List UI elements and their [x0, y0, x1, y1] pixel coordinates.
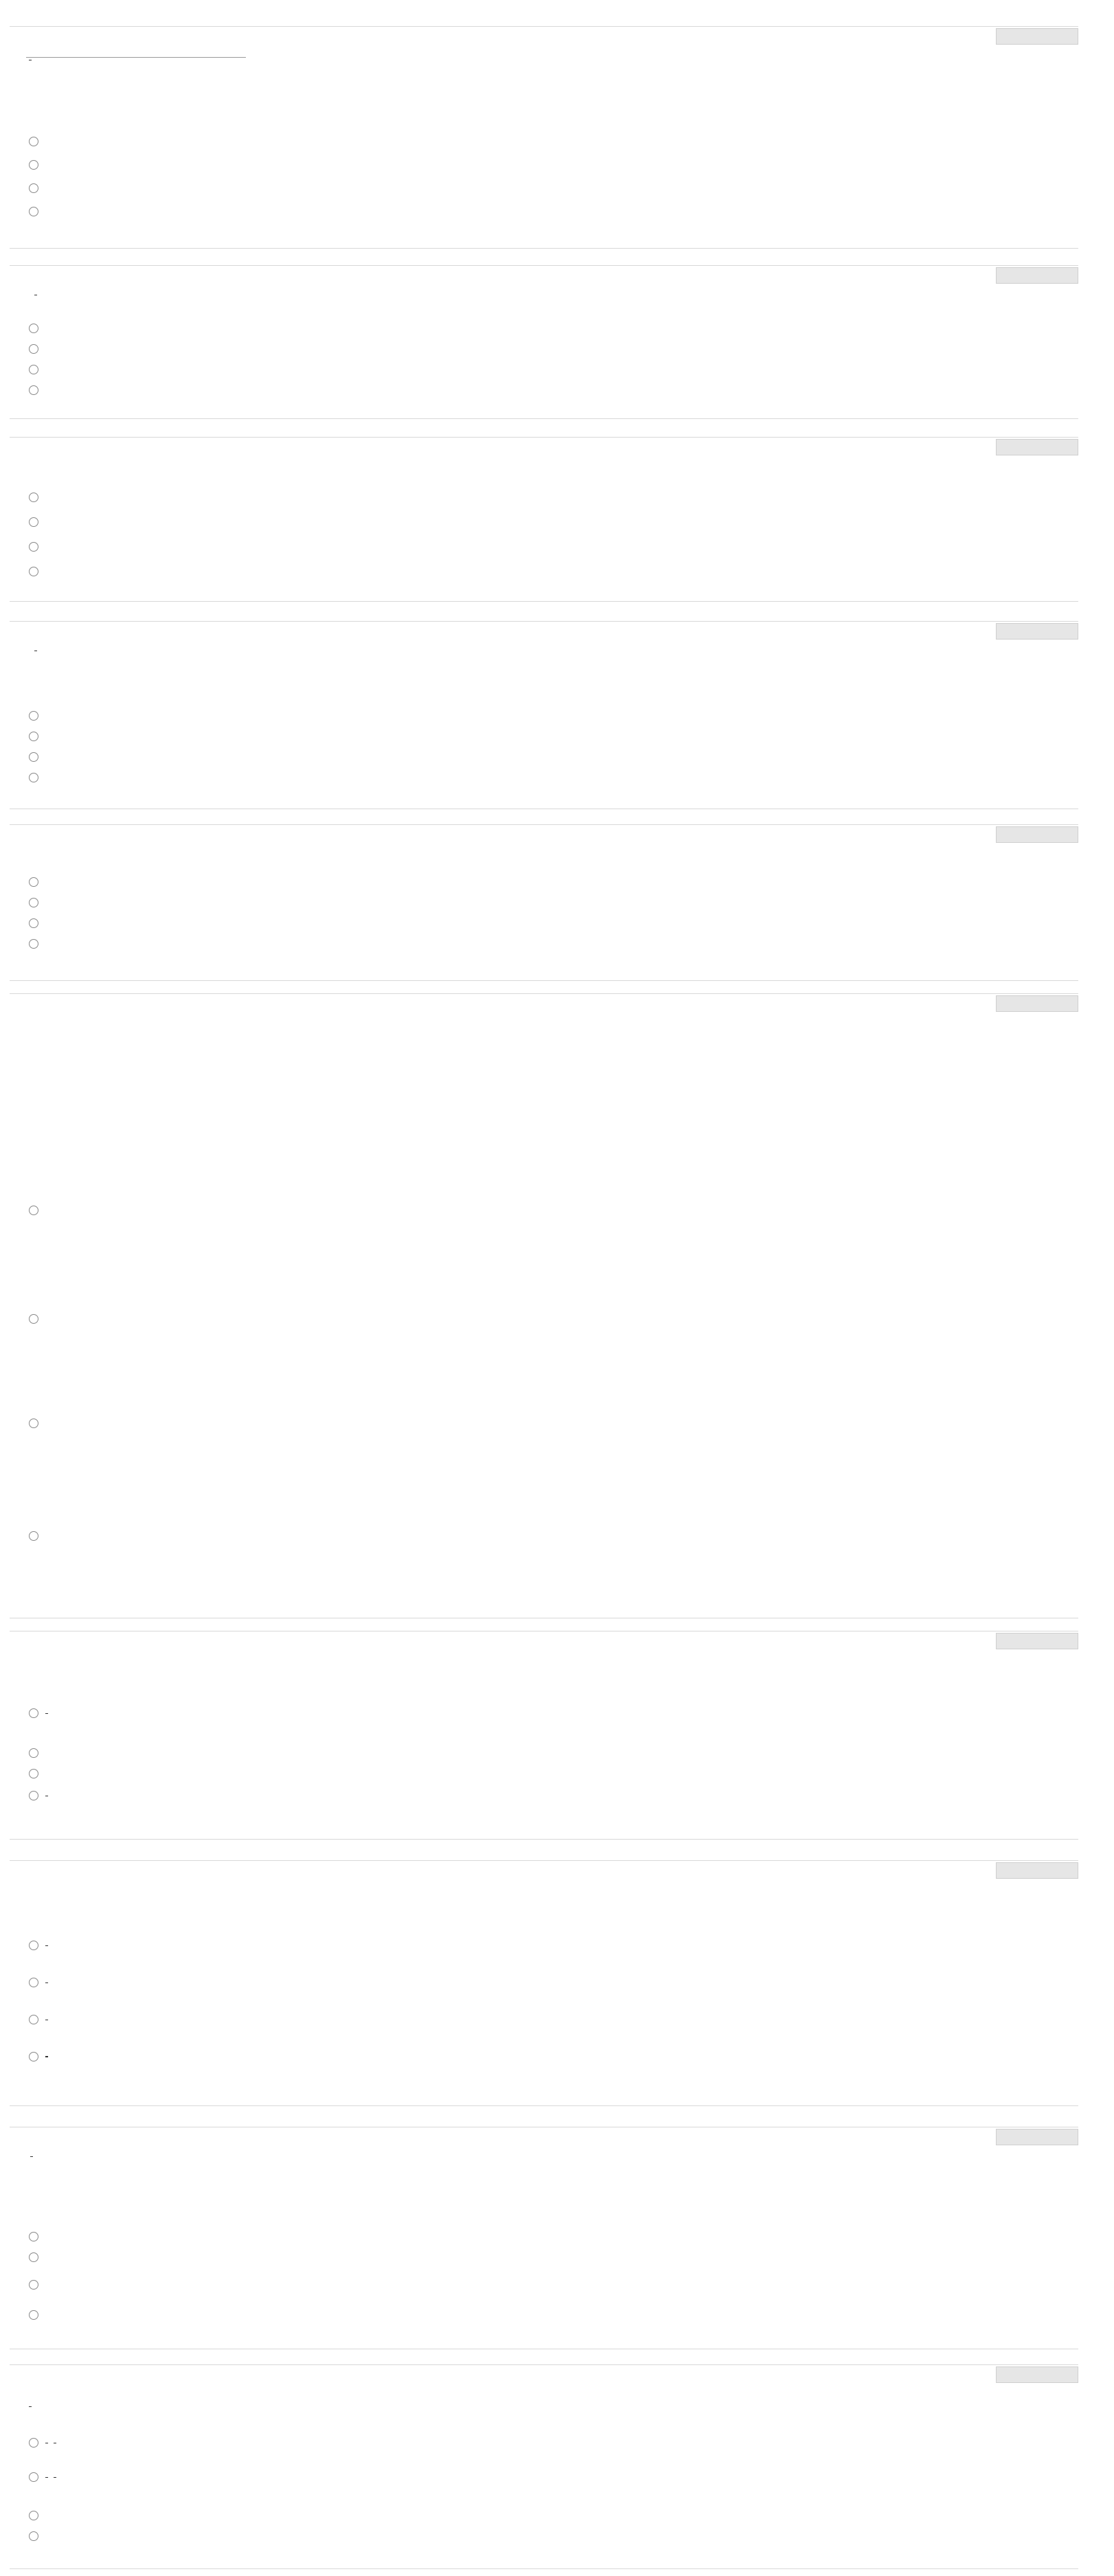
option-graph — [44, 1281, 264, 1370]
radio-button[interactable] — [29, 1419, 38, 1428]
radio-button[interactable] — [29, 752, 38, 762]
numerator — [30, 2156, 33, 2157]
radio-button[interactable] — [29, 1941, 38, 1950]
radio-button[interactable] — [29, 2511, 38, 2520]
fraction — [45, 2477, 48, 2478]
answer-option[interactable] — [29, 711, 45, 721]
answer-option[interactable] — [29, 898, 45, 907]
question-header — [10, 1861, 1078, 1888]
answer-option[interactable] — [29, 1978, 48, 1987]
question-header — [10, 266, 1078, 293]
question-divider — [10, 2568, 1078, 2569]
answer-option[interactable] — [29, 365, 45, 374]
radio-button[interactable] — [29, 2015, 38, 2024]
question-divider — [10, 601, 1078, 602]
radio-button[interactable] — [29, 2052, 38, 2061]
answer-option[interactable] — [29, 385, 45, 395]
radio-button[interactable] — [29, 877, 38, 887]
save-answer-button[interactable] — [996, 826, 1078, 843]
question-4 — [10, 621, 1078, 813]
question-header — [10, 825, 1078, 852]
question-divider — [10, 248, 1078, 249]
radio-button[interactable] — [29, 344, 38, 354]
answer-option[interactable] — [29, 1748, 45, 1758]
answer-option[interactable] — [29, 493, 45, 502]
answer-option[interactable] — [29, 773, 45, 782]
answer-option[interactable] — [29, 2252, 45, 2262]
numerator — [45, 2477, 48, 2478]
save-answer-button[interactable] — [996, 2129, 1078, 2145]
prompt-line — [27, 2156, 36, 2157]
radio-button[interactable] — [29, 711, 38, 721]
option-graph — [44, 1476, 264, 1593]
numerator — [29, 2406, 32, 2407]
question-header — [10, 2365, 1078, 2393]
answer-option[interactable] — [29, 183, 45, 193]
radio-button[interactable] — [29, 2472, 38, 2482]
save-answer-button[interactable] — [996, 995, 1078, 1012]
answer-option[interactable] — [29, 2511, 45, 2520]
answer-option[interactable] — [29, 542, 45, 552]
numerator — [45, 1945, 48, 1946]
question-header — [10, 994, 1078, 1021]
radio-button[interactable] — [29, 1978, 38, 1987]
fraction — [45, 1945, 48, 1946]
save-answer-button[interactable] — [996, 439, 1078, 455]
radio-button[interactable] — [29, 732, 38, 741]
fraction — [45, 1713, 48, 1714]
question-header — [10, 622, 1078, 649]
option-graph — [44, 1159, 264, 1262]
radio-button[interactable] — [29, 517, 38, 527]
radio-button[interactable] — [29, 493, 38, 502]
fraction — [30, 2156, 33, 2157]
answer-option[interactable] — [29, 567, 45, 576]
answer-option[interactable] — [29, 160, 45, 170]
question-divider — [10, 1839, 1078, 1840]
answer-option[interactable] — [29, 918, 45, 928]
question-1 — [10, 26, 1078, 256]
answer-option[interactable] — [29, 207, 45, 216]
question-6 — [10, 993, 1078, 1622]
answer-option[interactable] — [29, 2531, 45, 2541]
radio-button[interactable] — [29, 2310, 38, 2320]
answer-option[interactable] — [29, 939, 45, 949]
radio-button[interactable] — [29, 207, 38, 216]
question-9 — [10, 2127, 1078, 2351]
radio-button[interactable] — [29, 160, 38, 170]
answer-option[interactable] — [29, 137, 45, 146]
radio-button[interactable] — [29, 542, 38, 552]
radio-button[interactable] — [29, 365, 38, 374]
answer-option[interactable] — [29, 1769, 45, 1778]
question-8 — [10, 1860, 1078, 2108]
numerator — [45, 1713, 48, 1714]
radio-button[interactable] — [29, 324, 38, 333]
question-2 — [10, 265, 1078, 427]
answer-option[interactable] — [29, 732, 45, 741]
fraction — [29, 2406, 32, 2407]
answer-option[interactable] — [29, 2280, 45, 2290]
question-divider — [10, 980, 1078, 981]
radio-button[interactable] — [29, 1206, 38, 1215]
answer-option[interactable] — [29, 517, 45, 527]
question-3 — [10, 437, 1078, 609]
radio-button[interactable] — [29, 2232, 38, 2241]
radio-button[interactable] — [29, 939, 38, 949]
numerator — [45, 2056, 48, 2057]
save-answer-button[interactable] — [996, 2366, 1078, 2383]
radio-button[interactable] — [29, 567, 38, 576]
fraction — [45, 1982, 48, 1983]
save-answer-button[interactable] — [996, 623, 1078, 640]
question-7 — [10, 1631, 1078, 1842]
radio-button[interactable] — [29, 918, 38, 928]
question-header — [10, 1631, 1078, 1659]
answer-option[interactable] — [29, 324, 45, 333]
radio-button[interactable] — [29, 1748, 38, 1758]
fraction — [54, 2477, 56, 2478]
answer-option[interactable] — [29, 1708, 48, 1718]
answer-option[interactable] — [29, 2438, 59, 2448]
radio-button[interactable] — [29, 137, 38, 146]
radio-button[interactable] — [29, 1791, 38, 1800]
function-definition — [26, 2406, 32, 2407]
answer-option[interactable] — [29, 2052, 48, 2061]
answer-option[interactable] — [29, 752, 45, 762]
function-graph — [342, 1038, 541, 1155]
numerator — [54, 2477, 56, 2478]
radio-button[interactable] — [29, 2531, 38, 2541]
save-answer-button[interactable] — [996, 28, 1078, 45]
save-answer-button[interactable] — [996, 1862, 1078, 1879]
radio-button[interactable] — [29, 2280, 38, 2290]
question-divider — [10, 418, 1078, 419]
question-header — [10, 438, 1078, 465]
question-header — [10, 27, 1078, 54]
fraction — [45, 2056, 48, 2057]
radio-button[interactable] — [29, 385, 38, 395]
numerator — [45, 1982, 48, 1983]
question-prompt — [27, 2156, 36, 2157]
radio-button[interactable] — [29, 1314, 38, 1324]
radio-button[interactable] — [29, 183, 38, 193]
save-answer-button[interactable] — [996, 1633, 1078, 1649]
answer-option[interactable] — [29, 2015, 48, 2024]
option-graph — [44, 1376, 264, 1472]
answer-option[interactable] — [29, 877, 45, 887]
answer-option[interactable] — [29, 2472, 59, 2482]
save-answer-button[interactable] — [996, 267, 1078, 284]
answer-option[interactable] — [29, 1791, 48, 1800]
radio-button[interactable] — [29, 1531, 38, 1541]
function-plot — [342, 1038, 541, 1155]
radio-button[interactable] — [29, 2252, 38, 2262]
answer-option[interactable] — [29, 2310, 45, 2320]
answer-option[interactable] — [29, 344, 45, 354]
radio-button[interactable] — [29, 898, 38, 907]
answer-option[interactable] — [29, 1941, 48, 1950]
radio-button[interactable] — [29, 1708, 38, 1718]
divider — [26, 57, 246, 58]
radio-button[interactable] — [29, 1769, 38, 1778]
radio-button[interactable] — [29, 773, 38, 782]
answer-option[interactable] — [29, 2232, 45, 2241]
question-5 — [10, 824, 1078, 983]
question-divider — [10, 2105, 1078, 2106]
question-header — [10, 2127, 1078, 2155]
question-10 — [10, 2364, 1078, 2571]
radio-button[interactable] — [29, 2438, 38, 2448]
